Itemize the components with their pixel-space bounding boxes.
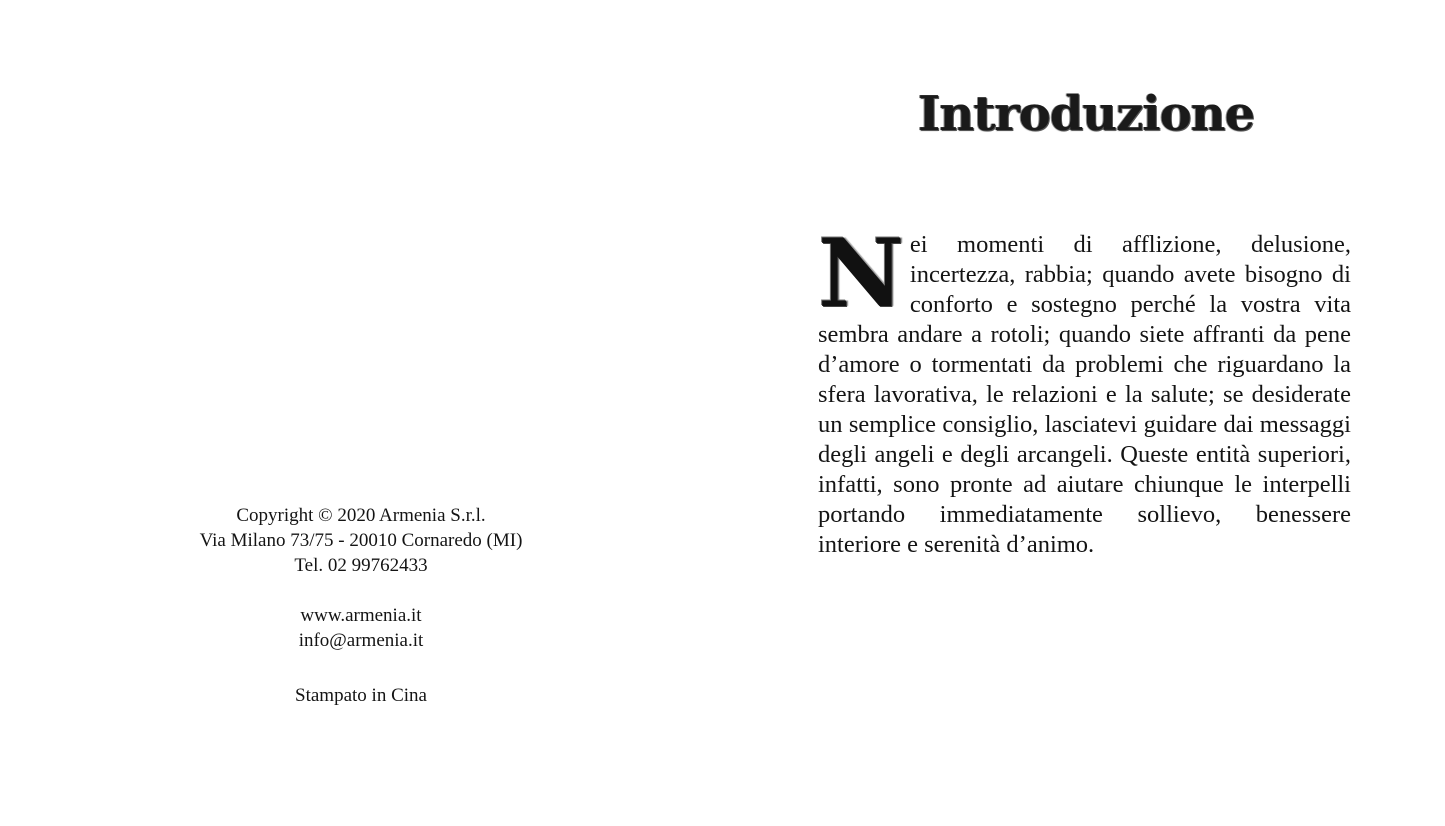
printed-in-line: Stampato in Cina xyxy=(295,685,427,706)
phone-line: Tel. 02 99762433 xyxy=(294,555,428,576)
right-page xyxy=(722,0,1445,826)
publisher-contacts xyxy=(0,603,722,653)
website-line: www.armenia.it xyxy=(300,605,422,626)
publisher-info xyxy=(0,503,722,578)
left-page xyxy=(0,0,722,826)
email-line: info@armenia.it xyxy=(298,630,424,651)
address-line: Via Milano 73/75 - 20010 Cornaredo (MI) xyxy=(199,530,523,551)
intro-body-text: ei momenti di afflizione, delusione, incertezza, rabbia; quando avete bisogno di conforto e sostegno perché la vostra vita sembra andare a rotoli; quando siete affranti da pene d’amore o tormentati da problemi che riguardano la sfera lavorativa, le relazioni e la salute; se desiderate un semplice consiglio, lasciatevi guidare dai messaggi degli angeli e degli arcangeli. Queste entità superiori, infatti, sono pronte ad aiutare chiunque le interpelli portando immediatamente sollievo, benessere interiore e serenità d’animo. xyxy=(818,231,1351,558)
copyright-line: Copyright © 2020 Armenia S.r.l. xyxy=(236,505,486,526)
drop-cap: N xyxy=(818,219,904,329)
intro-paragraph xyxy=(818,219,1351,560)
chapter-title: Introduzione xyxy=(917,86,1255,142)
print-info xyxy=(0,683,722,708)
